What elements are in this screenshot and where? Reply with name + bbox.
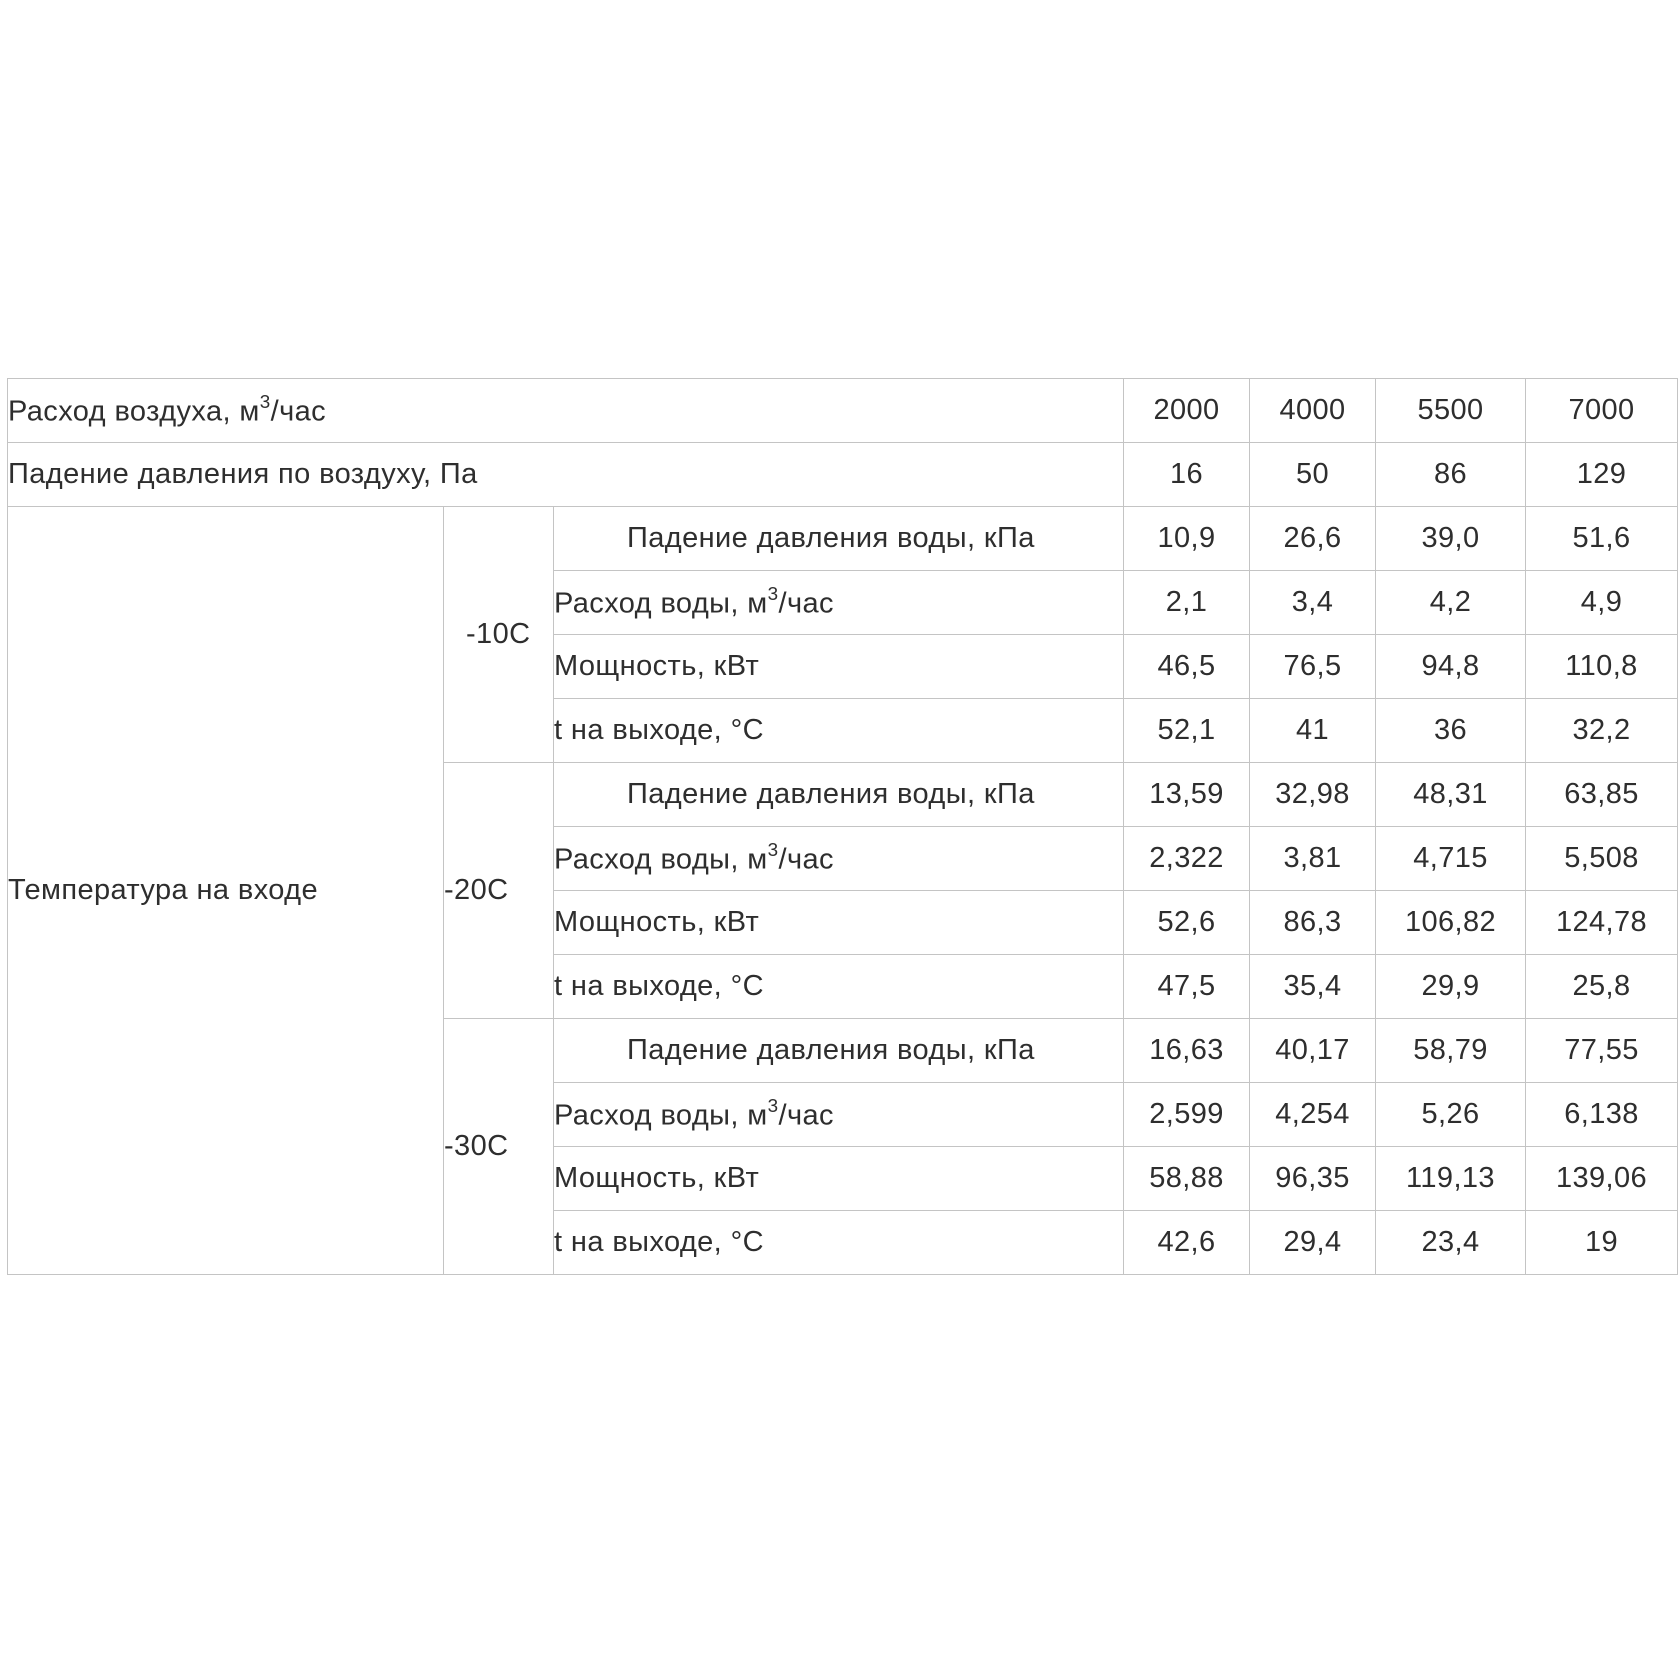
table-cell: 46,5 [1124, 635, 1250, 699]
table-cell: 63,85 [1526, 763, 1678, 827]
air-pressure-drop-label: Падение давления по воздуху, Па [8, 443, 1124, 507]
table-row [8, 507, 1678, 571]
table-row-airflow [8, 379, 1678, 443]
table-cell: 29,9 [1376, 955, 1526, 1019]
table-cell: 2,322 [1124, 827, 1250, 891]
outlet-temp-label: t на выходе, °С [554, 1211, 1124, 1275]
table-cell: 48,31 [1376, 763, 1526, 827]
inlet-temp-group-label: -30С [444, 1019, 554, 1275]
table-cell: 58,88 [1124, 1147, 1250, 1211]
spec-table [7, 378, 1678, 1275]
table-cell: 40,17 [1250, 1019, 1376, 1083]
table-cell: 2,599 [1124, 1083, 1250, 1147]
table-cell: 42,6 [1124, 1211, 1250, 1275]
water-pressure-drop-label: Падение давления воды, кПа [554, 507, 1124, 571]
table-cell: 13,59 [1124, 763, 1250, 827]
water-flow-label: Расход воды, $м^3$/час [554, 827, 1124, 891]
table-cell: 2,1 [1124, 571, 1250, 635]
table-cell: 47,5 [1124, 955, 1250, 1019]
table-cell: 4,254 [1250, 1083, 1376, 1147]
table-cell: 52,6 [1124, 891, 1250, 955]
water-pressure-drop-label: Падение давления воды, кПа [554, 763, 1124, 827]
airflow-value: 4000 [1250, 379, 1376, 443]
table-cell: 26,6 [1250, 507, 1376, 571]
table-cell: 41 [1250, 699, 1376, 763]
table-cell: 29,4 [1250, 1211, 1376, 1275]
table-cell: 4,9 [1526, 571, 1678, 635]
power-label: Мощность, кВт [554, 1147, 1124, 1211]
table-cell: 5,508 [1526, 827, 1678, 891]
table-cell: 106,82 [1376, 891, 1526, 955]
inlet-temp-group-label: -10С [444, 507, 554, 763]
table-cell: 23,4 [1376, 1211, 1526, 1275]
table-cell: 16,63 [1124, 1019, 1250, 1083]
airflow-value: 7000 [1526, 379, 1678, 443]
table-cell: 96,35 [1250, 1147, 1376, 1211]
air-pressure-drop-value: 129 [1526, 443, 1678, 507]
water-flow-label: Расход воды, $м^3$/час [554, 571, 1124, 635]
inlet-temperature-label: Температура на входе [8, 507, 444, 1275]
table-cell: 77,55 [1526, 1019, 1678, 1083]
table-cell: 35,4 [1250, 955, 1376, 1019]
table-cell: 39,0 [1376, 507, 1526, 571]
table-cell: 32,98 [1250, 763, 1376, 827]
table-cell: 86,3 [1250, 891, 1376, 955]
water-pressure-drop-label: Падение давления воды, кПа [554, 1019, 1124, 1083]
table-cell: 10,9 [1124, 507, 1250, 571]
air-pressure-drop-value: 16 [1124, 443, 1250, 507]
power-label: Мощность, кВт [554, 635, 1124, 699]
table-cell: 3,4 [1250, 571, 1376, 635]
table-cell: 19 [1526, 1211, 1678, 1275]
table-cell: 6,138 [1526, 1083, 1678, 1147]
table-cell: 51,6 [1526, 507, 1678, 571]
air-pressure-drop-value: 50 [1250, 443, 1376, 507]
table-cell: 3,81 [1250, 827, 1376, 891]
power-label: Мощность, кВт [554, 891, 1124, 955]
outlet-temp-label: t на выходе, °С [554, 955, 1124, 1019]
airflow-value: 5500 [1376, 379, 1526, 443]
table-cell: 25,8 [1526, 955, 1678, 1019]
table-cell: 139,06 [1526, 1147, 1678, 1211]
table-cell: 76,5 [1250, 635, 1376, 699]
inlet-temp-group-label: -20С [444, 763, 554, 1019]
airflow-label: Расход воздуха, $м^3$/час [8, 379, 1124, 443]
table-cell: 124,78 [1526, 891, 1678, 955]
table-cell: 58,79 [1376, 1019, 1526, 1083]
table-cell: 32,2 [1526, 699, 1678, 763]
air-pressure-drop-value: 86 [1376, 443, 1526, 507]
table-cell: 5,26 [1376, 1083, 1526, 1147]
table-cell: 119,13 [1376, 1147, 1526, 1211]
airflow-value: 2000 [1124, 379, 1250, 443]
table-cell: 110,8 [1526, 635, 1678, 699]
table-row-air-pressure-drop [8, 443, 1678, 507]
table-cell: 36 [1376, 699, 1526, 763]
table-cell: 4,2 [1376, 571, 1526, 635]
table-cell: 52,1 [1124, 699, 1250, 763]
table-cell: 4,715 [1376, 827, 1526, 891]
table-cell: 94,8 [1376, 635, 1526, 699]
water-flow-label: Расход воды, $м^3$/час [554, 1083, 1124, 1147]
outlet-temp-label: t на выходе, °С [554, 699, 1124, 763]
